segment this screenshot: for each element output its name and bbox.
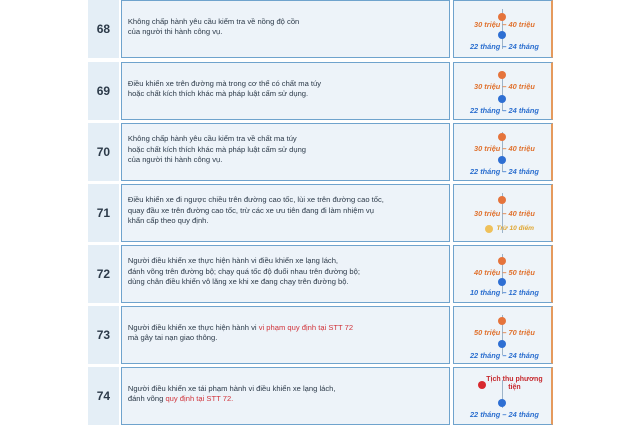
description-line: Người điều khiển xe thực hiện hành vi điều khiển xe lạng lách, [127, 256, 339, 266]
description-line: quay đầu xe trên đường cao tốc, trừ các xe ưu tiên đang đi làm nhiệm vụ [127, 205, 374, 215]
penalty-cell [453, 245, 553, 303]
description-line: của người thi hành công vụ. [127, 27, 223, 36]
table-row [88, 0, 553, 58]
fine-dot-icon [498, 133, 506, 141]
table-row [88, 306, 553, 364]
row-number: 73 [88, 306, 121, 364]
row-number: 68 [88, 0, 121, 58]
description-line: Điều khiển xe đi ngược chiều trên đường cao tốc, lùi xe trên đường cao tốc, [127, 195, 384, 205]
description-line: hoặc chất kích thích khác mà pháp luật cấm sử dụng [127, 144, 307, 154]
penalty-cell [453, 367, 553, 425]
fine-range: 50 triệu – 70 triệu [474, 328, 535, 337]
description-line: của người thi hành công vụ. [127, 155, 223, 165]
description-line: đánh võng trên đường bộ; chạy quá tốc độ đuổi nhau trên đường bộ; [127, 266, 360, 276]
violation-description [121, 0, 451, 58]
description-line: khẩn cấp theo quy định. [127, 216, 209, 226]
penalty-cell [453, 184, 553, 242]
license-suspension: 22 tháng – 24 tháng [469, 42, 539, 51]
table-row [88, 184, 553, 242]
fine-range: 30 triệu – 40 triệu [474, 82, 535, 91]
fine-range: 30 triệu – 40 triệu [474, 20, 535, 29]
license-suspension: 10 tháng – 12 tháng [469, 288, 539, 297]
row-number: 74 [88, 367, 121, 425]
penalty-table [88, 0, 553, 427]
highlighted-reference: quy định tại STT 72. [165, 394, 234, 403]
table-row [88, 123, 553, 181]
license-suspension: 22 tháng – 24 tháng [469, 167, 539, 176]
table-row [88, 62, 553, 120]
license-dot-icon [498, 156, 506, 164]
description-line: dùng chân điều khiển vô lăng xe khi xe đang chạy trên đường bộ. [127, 277, 349, 287]
fine-dot-icon [498, 257, 506, 265]
fine-range: 40 triệu – 50 triệu [474, 268, 535, 277]
violation-description [121, 123, 451, 181]
table-row [88, 245, 553, 303]
penalty-cell [453, 0, 553, 58]
license-points-deduction: Trừ 10 điểm [496, 225, 535, 232]
penalty-cell [453, 123, 553, 181]
description-line: Điều khiển xe trên đường mà trong cơ thể có chất ma túy [127, 78, 322, 88]
license-suspension: 22 tháng – 24 tháng [469, 351, 539, 360]
penalty-cell [453, 62, 553, 120]
vehicle-confiscation: Tịch thu phương tiện [486, 376, 543, 391]
description-line: Không chấp hành yêu cầu kiểm tra về nồng độ cồn [127, 16, 300, 26]
description-line: Người điều khiển xe tái phạm hành vi điều khiển xe lạng lách, [127, 383, 336, 393]
license-dot-icon [498, 278, 506, 286]
row-number: 70 [88, 123, 121, 181]
fine-dot-icon [498, 71, 506, 79]
violation-description [121, 245, 451, 303]
table-row [88, 367, 553, 425]
license-dot-icon [498, 399, 506, 407]
violation-description [121, 62, 451, 120]
highlighted-reference: vi phạm quy định tại STT 72 [258, 322, 354, 332]
row-number: 69 [88, 62, 121, 120]
fine-dot-icon [498, 196, 506, 204]
violation-description [121, 367, 451, 425]
penalty-cell [453, 306, 553, 364]
license-suspension: 22 tháng – 24 tháng [469, 106, 539, 115]
description-line: Không chấp hành yêu cầu kiểm tra về chất ma túy [127, 134, 297, 144]
row-number: 71 [88, 184, 121, 242]
description-line: mà gây tai nạn giao thông. [127, 333, 218, 342]
violation-description [121, 306, 451, 364]
description-line: đánh võng quy định tại STT 72. [127, 394, 234, 403]
fine-range: 30 triệu – 40 triệu [474, 144, 535, 153]
description-line: Người điều khiển xe thực hiện hành vi vi phạm quy định tại STT 72 [127, 322, 354, 332]
violation-description [121, 184, 451, 242]
license-dot-icon [498, 31, 506, 39]
description-line: hoặc chất kích thích khác mà pháp luật cấm sử dụng. [127, 89, 309, 98]
points-dot-icon [485, 225, 493, 233]
license-dot-icon [498, 95, 506, 103]
fine-dot-icon [498, 317, 506, 325]
license-suspension: 22 tháng – 24 tháng [469, 410, 539, 419]
row-number: 72 [88, 245, 121, 303]
license-dot-icon [498, 340, 506, 348]
fine-range: 30 triệu – 40 triệu [474, 209, 535, 218]
